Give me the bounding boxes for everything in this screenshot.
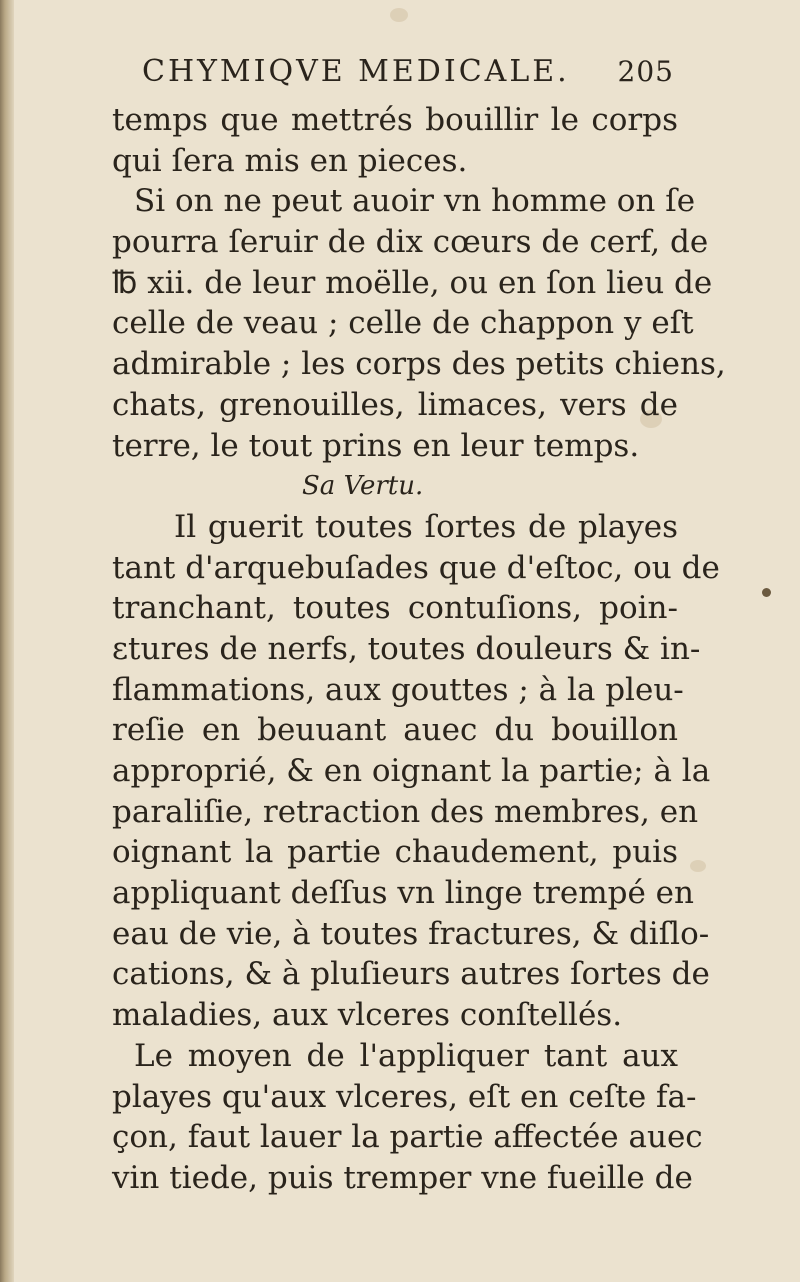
text-line: pourra ſeruir de dix cœurs de cerf, de xyxy=(112,224,709,261)
text-line: admirable ; les corps des petits chiens, xyxy=(112,346,726,383)
text-line: paraliſie, retraction des membres, en xyxy=(112,793,699,830)
text-line: Il guerit toutes ſortes de playes xyxy=(174,508,678,545)
text-line: temps que mettrés bouillir le corps xyxy=(112,102,678,138)
margin-mark xyxy=(762,588,771,597)
text-line: flammations, aux gouttes ; à la pleu- xyxy=(112,671,684,708)
paper-stain xyxy=(390,8,408,22)
text-line: approprié, & en oignant la partie; à la xyxy=(112,753,711,789)
text-line: chats, grenouilles, limaces, vers de xyxy=(112,386,678,423)
paper-stain xyxy=(690,860,706,872)
text-line: eau de vie, à toutes fractures, & diſlo- xyxy=(112,915,710,952)
text-line: tant d'arquebuſades que d'eſtoc, ou de xyxy=(112,549,720,586)
text-line: çon, faut lauer la partie affectée auec xyxy=(112,1119,703,1156)
text-line: appliquant deſſus vn linge trempé en xyxy=(112,875,694,912)
text-block xyxy=(112,44,726,1199)
text-line: playes qu'aux vlceres, eſt en ceſte fa- xyxy=(112,1078,697,1115)
text-line: Le moyen de l'appliquer tant aux xyxy=(134,1037,678,1074)
running-head xyxy=(112,44,692,100)
text-line: reſie en beuuant auec du bouillon xyxy=(112,712,678,749)
text-line: ɛtures de nerfs, toutes douleurs & in- xyxy=(112,630,701,667)
running-head-title: CHYMIQVE MEDICALE. xyxy=(142,54,570,89)
text-line: cations, & à pluſieurs autres ſortes de xyxy=(112,956,710,993)
page-number: 205 xyxy=(617,55,674,88)
text-line: Si on ne peut auoir vn homme on ſe xyxy=(134,183,696,220)
text-line: celle de veau ; celle de chappon y eſt xyxy=(112,305,694,342)
text-line: oignant la partie chaudement, puis xyxy=(112,834,678,871)
section-heading: Sa Vertu. xyxy=(302,471,424,502)
text-line: tranchant, toutes contuſions, poin- xyxy=(112,590,678,627)
text-line: vin tiede, puis tremper vne fueille de xyxy=(112,1159,693,1196)
text-line: qui ſera mis en pieces. xyxy=(112,142,468,179)
text-line: terre, le tout prins en leur temps. xyxy=(112,427,640,464)
text-line: ℔ xii. de leur moëlle, ou en ſon lieu de xyxy=(112,264,713,301)
text-line: maladies, aux vlceres conſtellés. xyxy=(112,997,623,1034)
page-gutter xyxy=(0,0,14,1282)
